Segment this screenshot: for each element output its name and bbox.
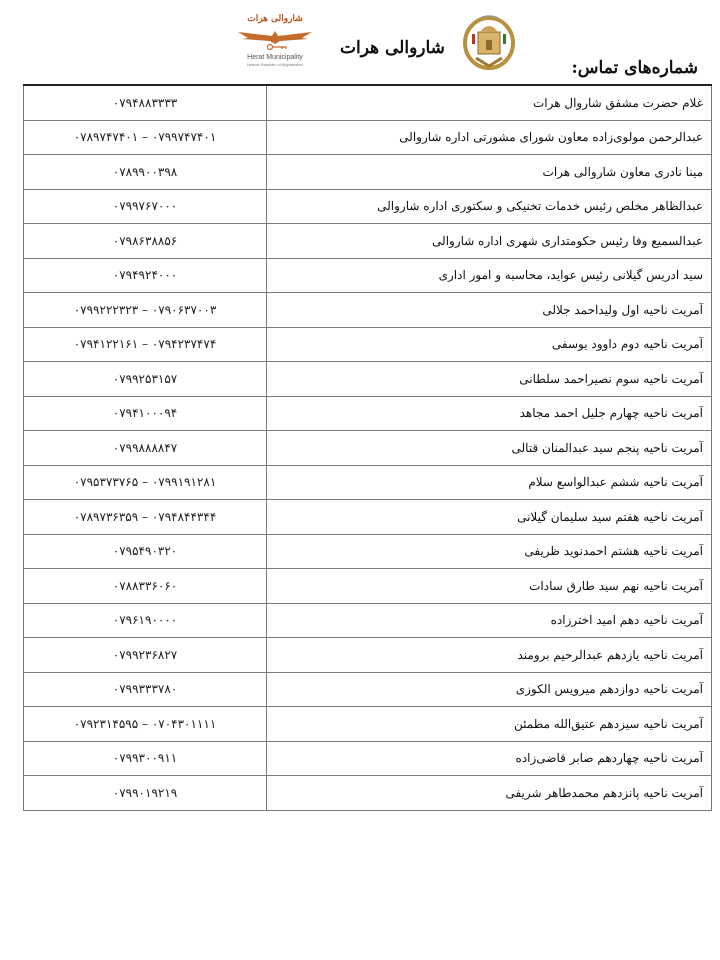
table-row [24,224,712,259]
contacts-table [23,84,712,811]
contacts-heading: شماره‌های تماس: [571,58,698,78]
table-row [24,362,712,397]
table-row [24,500,712,535]
name-cell: آمریت ناحیه سیزدهم عتیق‌الله مطمئن [267,707,712,742]
name-cell: آمریت ناحیه هفتم سید سلیمان گیلانی [267,500,712,535]
name-cell: آمریت ناحیه دهم امید اخترزاده [267,603,712,638]
phone-cell: ۰۷۹۹۷۴۷۴۰۱ – ۰۷۸۹۷۴۷۴۰۱ [24,120,267,155]
phone-cell: ۰۷۹۹۸۸۸۸۴۷ [24,431,267,466]
name-cell: آمریت ناحیه یازدهم عبدالرحیم برومند [267,638,712,673]
phone-cell: ۰۷۹۹۱۹۱۲۸۱ – ۰۷۹۵۳۷۳۷۶۵ [24,465,267,500]
logo-title-fa: شاروالی هرات [247,14,303,24]
table-row [24,741,712,776]
table-row [24,327,712,362]
phone-cell: ۰۷۹۵۴۹۰۳۲۰ [24,534,267,569]
table-row [24,396,712,431]
table-row [24,258,712,293]
phone-cell: ۰۷۸۸۳۳۶۰۶۰ [24,569,267,604]
phone-cell: ۰۷۹۸۶۳۸۸۵۶ [24,224,267,259]
name-cell: مینا نادری معاون شاروالی هرات [267,155,712,190]
phone-cell: ۰۷۹۶۱۹۰۰۰۰ [24,603,267,638]
name-cell: غلام حضرت مشفق شاروال هرات [267,85,712,120]
phone-cell: ۰۷۹۴۹۲۴۰۰۰ [24,258,267,293]
table-row [24,707,712,742]
table-row [24,569,712,604]
table-row [24,672,712,707]
table-row [24,776,712,811]
name-cell: آمریت ناحیه دوازدهم میرویس الکوزی [267,672,712,707]
phone-cell: ۰۷۹۹۰۱۹۲۱۹ [24,776,267,811]
name-cell: آمریت ناحیه چهارم جلیل احمد مجاهد [267,396,712,431]
name-cell: آمریت ناحیه چهاردهم صابر قاضی‌زاده [267,741,712,776]
table-row [24,465,712,500]
table-row [24,293,712,328]
winged-key-icon [236,28,314,50]
name-cell: آمریت ناحیه پنجم سید عبدالمنان قتالی [267,431,712,466]
table-row [24,534,712,569]
table-row [24,189,712,224]
name-cell: آمریت ناحیه اول ولیداحمد جلالی [267,293,712,328]
herat-municipality-logo [232,14,318,74]
phone-cell: ۰۷۹۹۳۰۰۹۱۱ [24,741,267,776]
document-header [0,0,720,84]
national-emblem-icon [462,12,516,70]
table-row [24,85,712,120]
page-title: شاروالی هرات [340,38,445,58]
table-row [24,638,712,673]
phone-cell: ۰۷۹۰۶۳۷۰۰۳ – ۰۷۹۹۲۲۲۳۲۳ [24,293,267,328]
phone-cell: ۰۷۹۹۳۳۳۷۸۰ [24,672,267,707]
phone-cell: ۰۷۹۴۸۴۴۳۴۴ – ۰۷۸۹۷۳۶۳۵۹ [24,500,267,535]
phone-cell: ۰۷۰۴۳۰۱۱۱۱ – ۰۷۹۲۳۱۴۵۹۵ [24,707,267,742]
phone-cell: ۰۷۹۹۷۶۷۰۰۰ [24,189,267,224]
name-cell: سید ادریس گیلانی رئیس عواید، محاسبه و امور اداری [267,258,712,293]
name-cell: عبدالرحمن مولوی‌زاده معاون شورای مشورتی اداره شاروالی [267,120,712,155]
name-cell: آمریت ناحیه نهم سید طارق سادات [267,569,712,604]
table-row [24,603,712,638]
phone-cell: ۰۷۹۹۲۳۶۸۲۷ [24,638,267,673]
table-row [24,431,712,466]
phone-cell: ۰۷۹۴۲۳۷۴۷۴ – ۰۷۹۴۱۲۲۱۶۱ [24,327,267,362]
phone-cell: ۰۷۹۴۱۰۰۰۹۴ [24,396,267,431]
logo-title-en: Herat Municipality [247,54,303,61]
name-cell: عبدالسمیع وفا رئیس حکومتداری شهری اداره شاروالی [267,224,712,259]
logo-subtitle-en: Islamic Republic of Afghanistan [247,62,303,67]
table-row [24,120,712,155]
phone-cell: ۰۷۸۹۹۰۰۳۹۸ [24,155,267,190]
name-cell: آمریت ناحیه سوم نصیراحمد سلطانی [267,362,712,397]
name-cell: عبدالظاهر مخلص رئیس خدمات تخنیکی و سکتوری اداره شاروالی [267,189,712,224]
name-cell: آمریت ناحیه ششم عبدالواسع سلام [267,465,712,500]
phone-cell: ۰۷۹۹۲۵۳۱۵۷ [24,362,267,397]
name-cell: آمریت ناحیه هشتم احمدنوید ظریفی [267,534,712,569]
table-row [24,155,712,190]
phone-cell: ۰۷۹۴۸۸۳۳۳۳ [24,85,267,120]
name-cell: آمریت ناحیه دوم داوود یوسفی [267,327,712,362]
name-cell: آمریت ناحیه پانزدهم محمدطاهر شریفی [267,776,712,811]
